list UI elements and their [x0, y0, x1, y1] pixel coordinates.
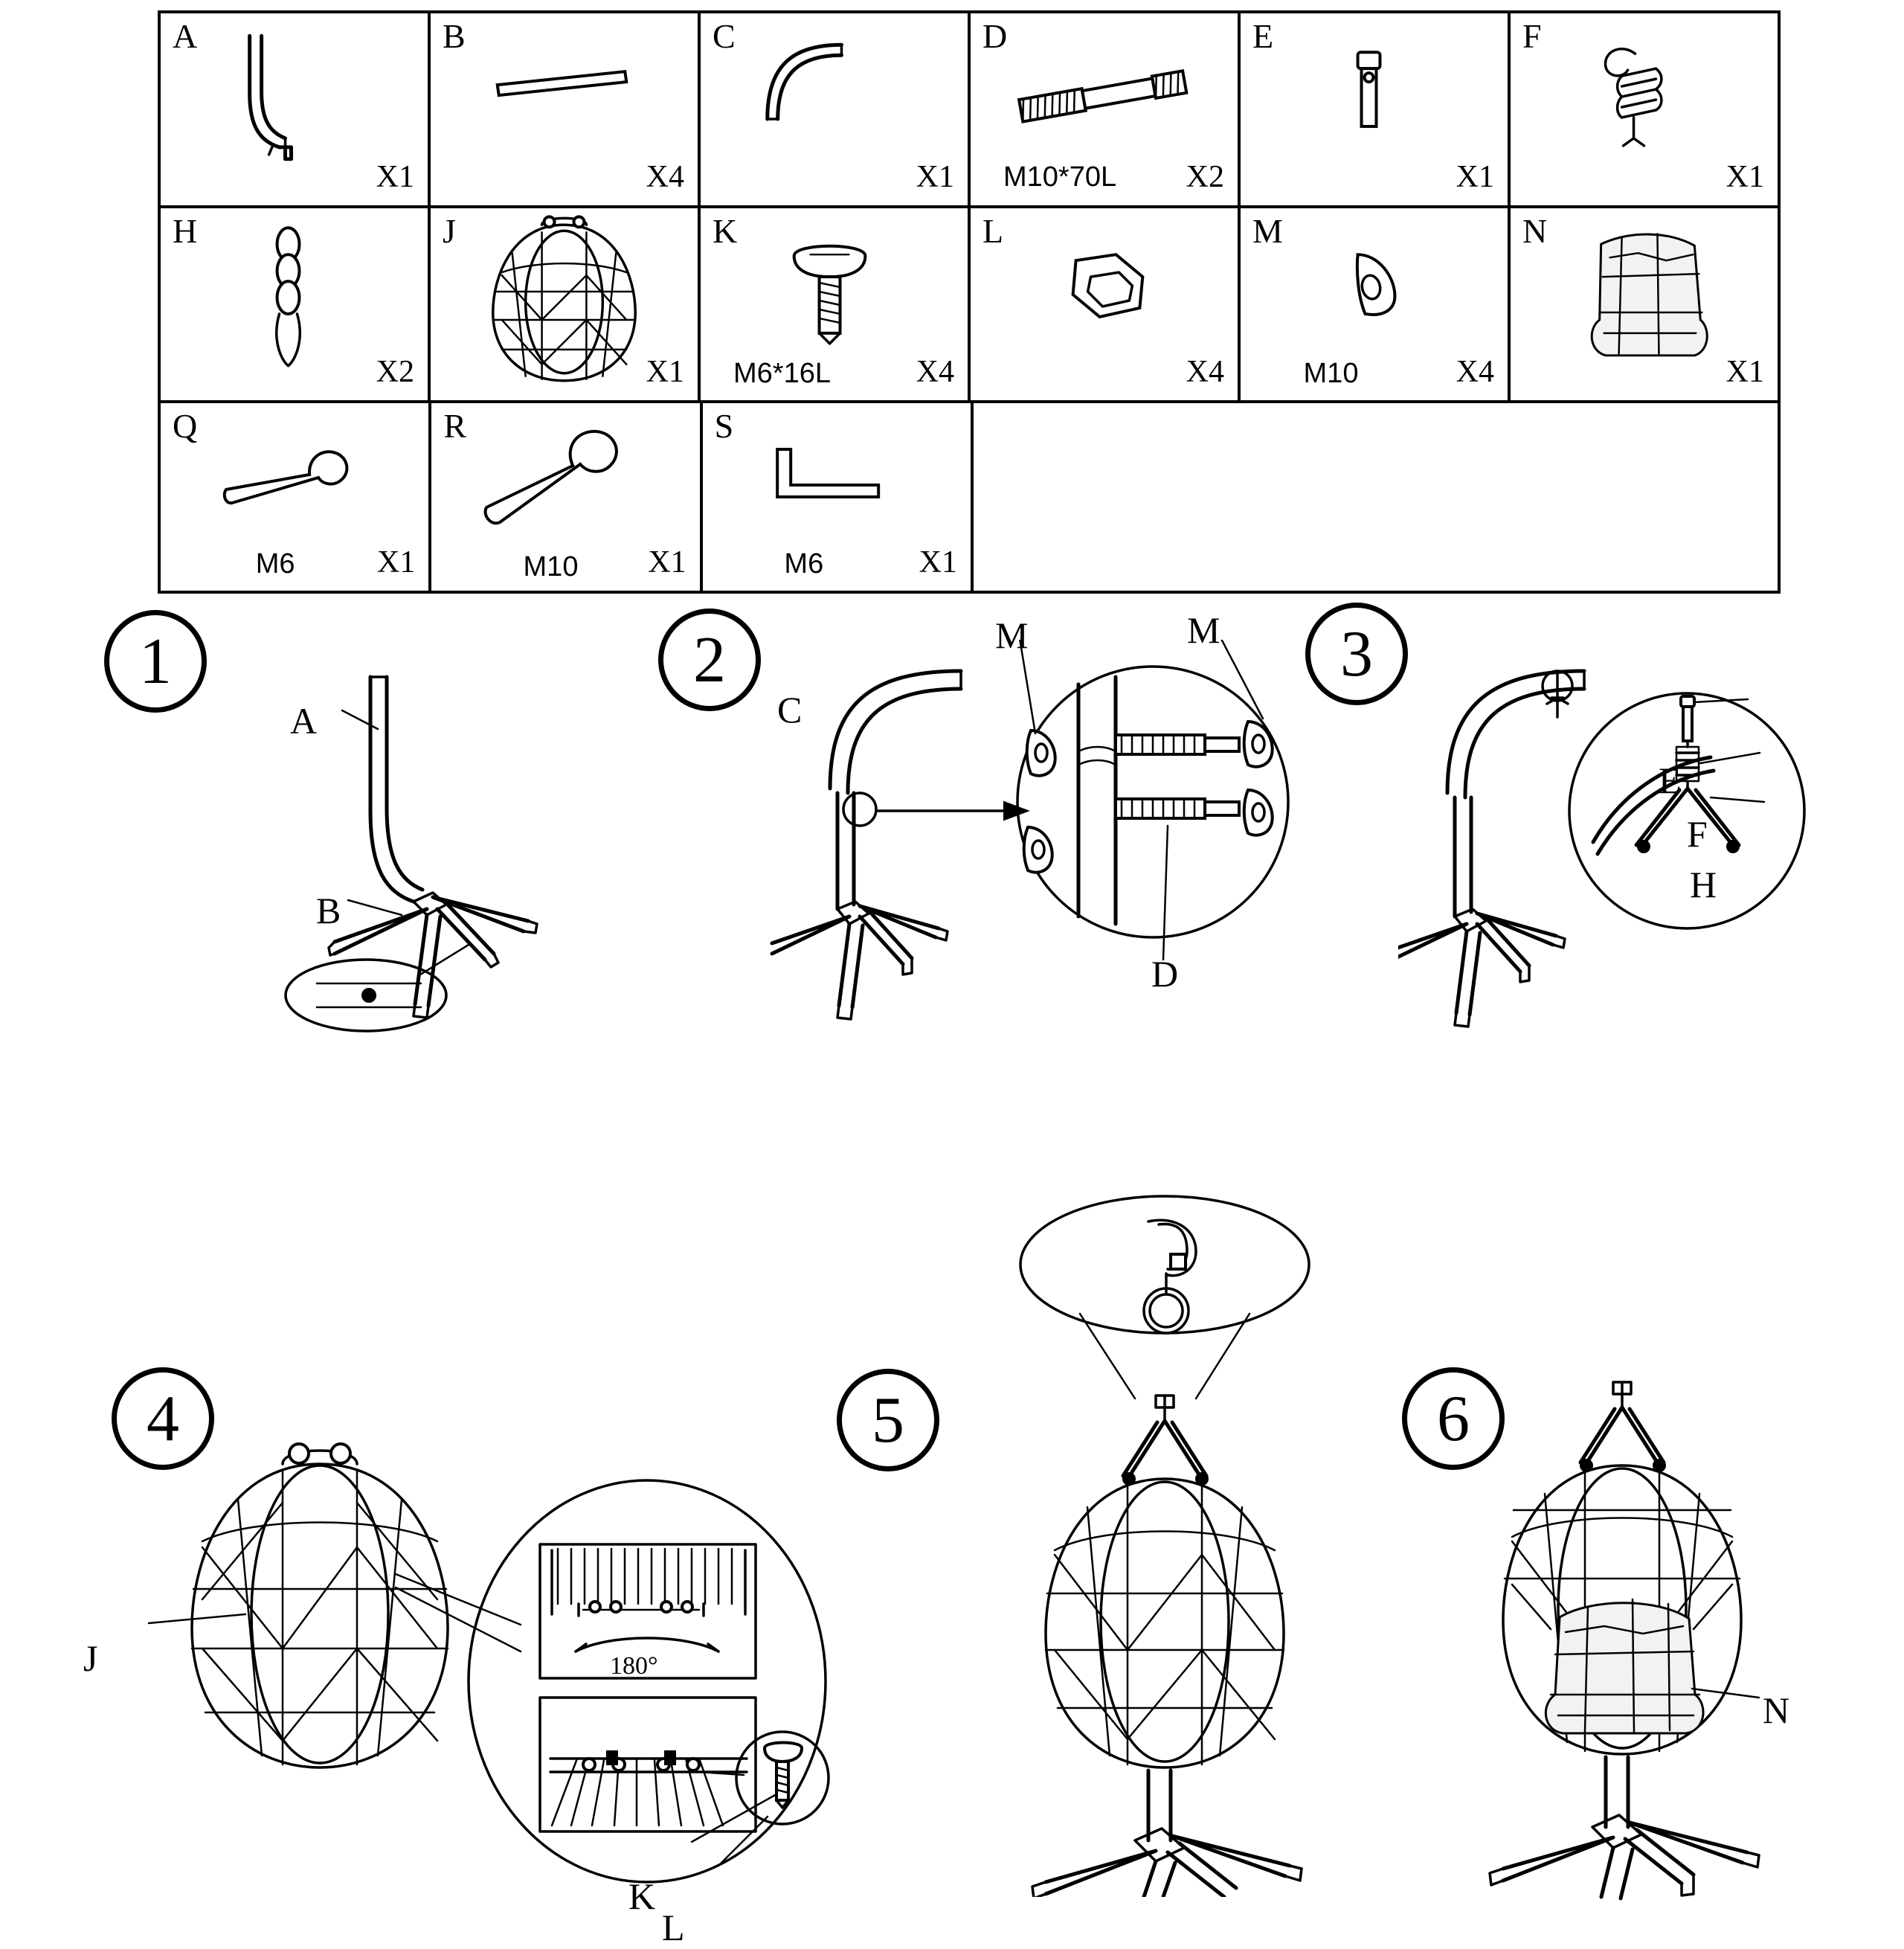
step-number-2: 2	[658, 609, 761, 711]
step2-callout-M-left: M	[995, 614, 1029, 656]
part-qty: X1	[376, 160, 414, 194]
part-qty: X1	[376, 545, 416, 579]
part-qty: X1	[646, 355, 684, 389]
step6-callout-N: N	[1763, 1689, 1790, 1731]
step5-diagram	[989, 1183, 1450, 1897]
step2-callout-C: C	[777, 689, 803, 731]
part-letter: E	[1252, 17, 1274, 55]
step3-diagram	[1398, 640, 1889, 1086]
step2-diagram	[766, 640, 1316, 1056]
step3-callout-F: F	[1687, 813, 1708, 855]
step2-callout-D: D	[1151, 953, 1179, 995]
step-number-1: 1	[104, 610, 207, 713]
parts-table-row	[161, 403, 1778, 591]
part-letter: J	[443, 212, 456, 250]
part-name: M6	[784, 548, 824, 579]
part-name: M6*16L	[733, 358, 831, 389]
part-cell-D	[971, 13, 1241, 205]
part-letter: C	[713, 17, 736, 55]
part-qty: X4	[646, 160, 684, 194]
step4-rotation-note: 180°	[610, 1652, 658, 1680]
part-qty: X2	[376, 355, 414, 389]
step-number-4: 4	[112, 1367, 214, 1470]
part-letter: F	[1522, 17, 1542, 55]
part-letter: L	[982, 212, 1004, 250]
part-qty: X2	[1186, 160, 1224, 194]
part-name: M10	[523, 551, 579, 582]
part-cell-Q	[161, 403, 431, 591]
step4-callout-L: L	[662, 1907, 685, 1948]
part-letter: A	[173, 17, 198, 55]
part-cell-R	[431, 403, 702, 591]
step-number-6: 6	[1402, 1367, 1505, 1470]
part-letter: R	[443, 407, 467, 445]
part-cell-S	[703, 403, 974, 591]
part-cell-M	[1241, 208, 1511, 400]
part-name: M6	[255, 548, 295, 579]
part-qty: X4	[916, 355, 954, 389]
part-cell-B	[431, 13, 701, 205]
part-cell-F	[1511, 13, 1778, 205]
part-qty: X4	[1186, 355, 1224, 389]
part-qty: X1	[916, 160, 954, 194]
step-number-3: 3	[1305, 603, 1408, 705]
parts-table-row	[161, 13, 1778, 208]
step4-diagram	[134, 1428, 878, 1904]
parts-table-row	[161, 208, 1778, 403]
step1-callout-A: A	[290, 700, 318, 742]
part-qty: X1	[1726, 160, 1764, 194]
step3-callout-E: E	[1659, 760, 1682, 801]
part-letter: S	[714, 407, 734, 445]
part-letter: K	[713, 212, 738, 250]
part-letter: B	[443, 17, 466, 55]
part-letter: N	[1522, 212, 1548, 250]
step3-callout-H: H	[1690, 864, 1717, 905]
part-cell-N	[1511, 208, 1778, 400]
part-qty: X4	[1456, 355, 1494, 389]
table-spacer	[1510, 403, 1778, 591]
part-letter: M	[1252, 212, 1283, 250]
part-name: M10	[1303, 358, 1359, 389]
step4-callout-K: K	[628, 1875, 656, 1917]
step6-diagram	[1447, 1361, 1904, 1904]
step1-diagram	[245, 647, 736, 1064]
part-qty: X1	[1726, 355, 1764, 389]
part-name: M10*70L	[1003, 161, 1117, 193]
step-number-5: 5	[837, 1369, 939, 1471]
part-letter: Q	[173, 407, 198, 445]
part-qty: X1	[648, 545, 686, 579]
part-cell-A	[161, 13, 431, 205]
part-qty: X1	[919, 545, 957, 579]
part-letter: H	[173, 212, 198, 250]
part-letter: D	[982, 17, 1008, 55]
part-cell-E	[1241, 13, 1511, 205]
step1-callout-B: B	[316, 890, 341, 931]
part-qty: X1	[1456, 160, 1494, 194]
parts-table	[158, 10, 1781, 594]
part-cell-K	[701, 208, 971, 400]
table-spacer	[1241, 403, 1509, 591]
part-cell-H	[161, 208, 431, 400]
part-cell-C	[701, 13, 971, 205]
table-spacer	[974, 403, 1241, 591]
step2-callout-M-right: M	[1187, 609, 1220, 651]
step4-callout-J: J	[83, 1637, 98, 1679]
